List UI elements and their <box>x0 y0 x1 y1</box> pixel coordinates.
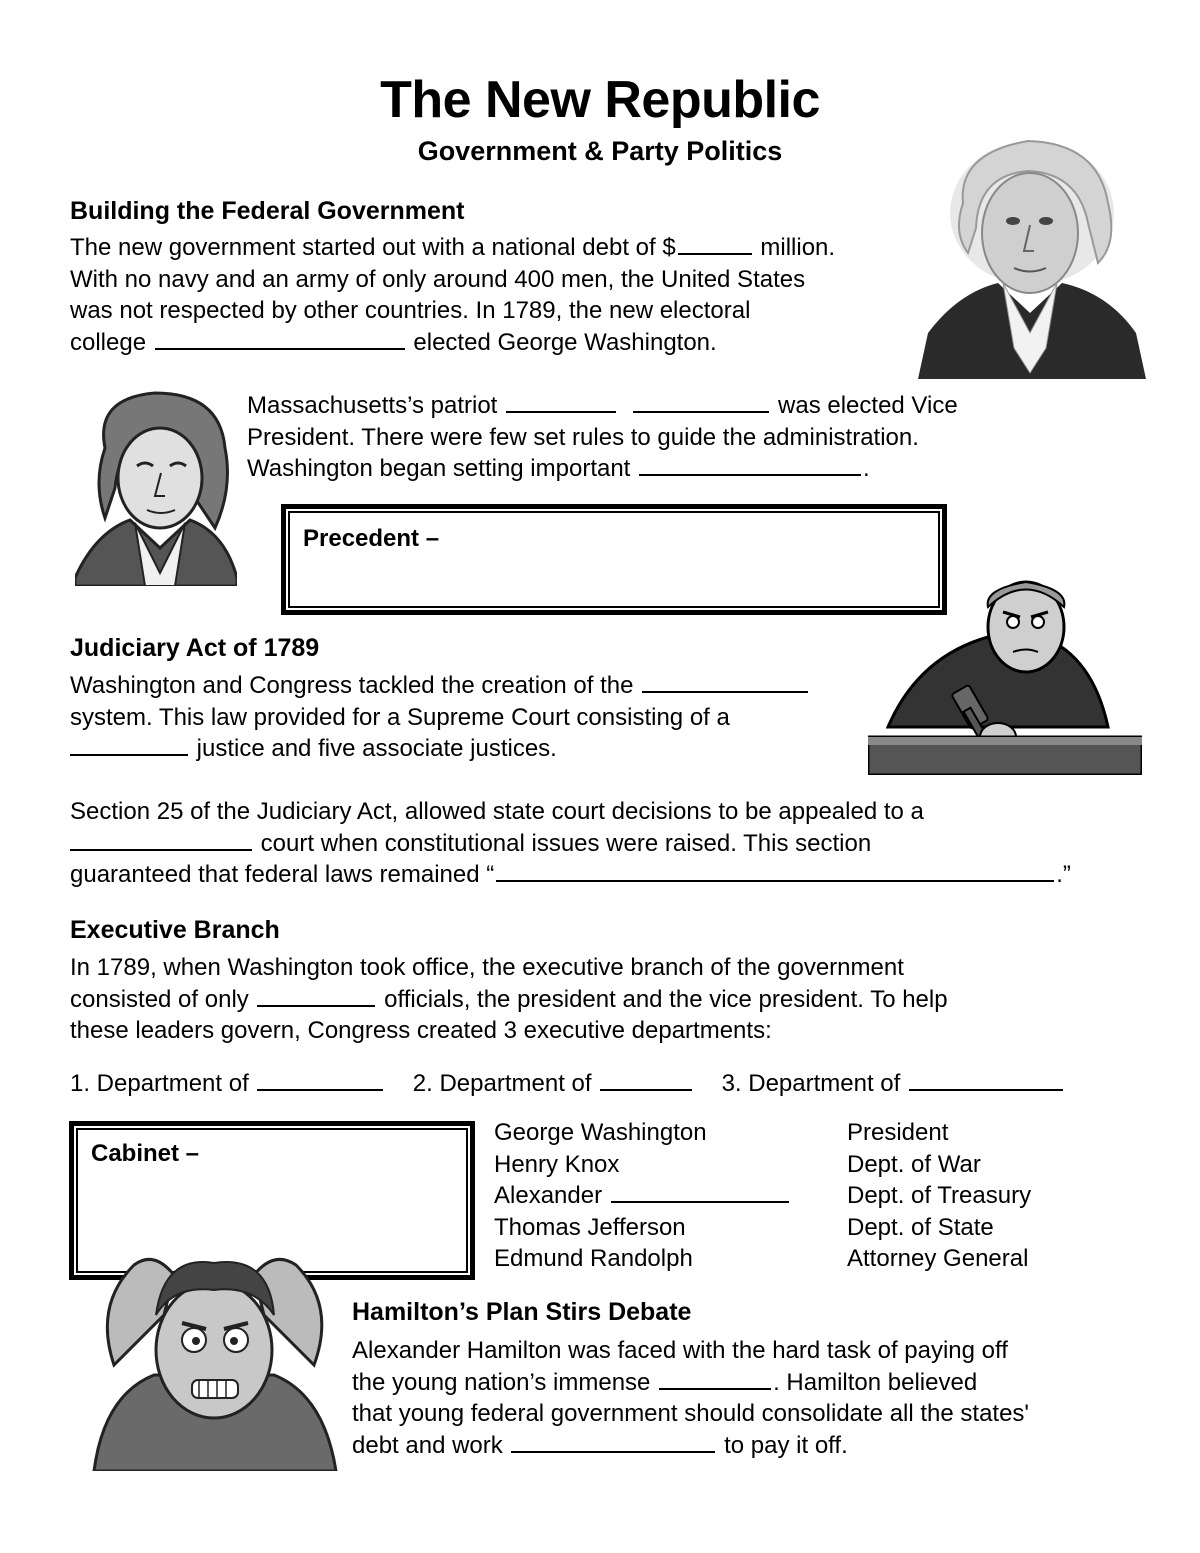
page-subtitle: Government & Party Politics <box>417 136 783 166</box>
stressed-man-pulling-hair <box>84 1245 346 1471</box>
page-title: The New Republic <box>380 71 820 129</box>
debt-amount-blank[interactable] <box>678 233 752 255</box>
cabinet-name: George Washington <box>494 1119 707 1146</box>
cabinet-label: Cabinet – <box>91 1140 200 1167</box>
vp-last-name-blank[interactable] <box>633 391 769 413</box>
vice-president-paragraph: Massachusetts’s patriot was elected Vice President. There were few set rules to guide the administration. Washington began setting important . <box>247 392 958 482</box>
section-heading-hamiltons-plan: Hamilton’s Plan Stirs Debate <box>352 1298 692 1326</box>
judge-with-gavel <box>868 577 1142 775</box>
chief-justice-blank[interactable] <box>70 734 188 756</box>
cabinet-member-names <box>494 1117 791 1275</box>
cabinet-role: President <box>847 1119 949 1146</box>
cabinet-role: Dept. of State <box>847 1213 994 1241</box>
section-heading-federal-government: Building the Federal Government <box>70 197 465 225</box>
precedents-blank[interactable] <box>639 454 861 476</box>
cabinet-name: Alexander <box>494 1180 791 1212</box>
federal-government-paragraph: The new government started out with a national debt of $ million. With no navy and an army of only around 400 men, the United States was not respected by other countries. In 1789, the new electoral college elected George Washington. <box>70 234 836 356</box>
department-3-blank[interactable] <box>909 1069 1063 1091</box>
officials-count-blank[interactable] <box>257 985 375 1007</box>
department-list <box>70 1068 1065 1100</box>
federal-court-system-blank[interactable] <box>642 671 808 693</box>
section-heading-judiciary-act: Judiciary Act of 1789 <box>70 634 320 662</box>
george-washington-portrait <box>918 133 1146 379</box>
hamilton-name-blank[interactable] <box>611 1181 789 1203</box>
cabinet-name: Henry Knox <box>494 1150 620 1178</box>
cabinet-role: Dept. of War <box>847 1150 981 1178</box>
section-25-paragraph: Section 25 of the Judiciary Act, allowed state court decisions to be appealed to a court when constitutional issues were raised. This section guaranteed that federal laws remained “ .” <box>70 798 1071 888</box>
cabinet-name: Edmund Randolph <box>494 1245 693 1272</box>
national-debt-blank[interactable] <box>659 1368 771 1390</box>
cabinet-role: Attorney General <box>847 1245 1029 1272</box>
cabinet-role: Dept. of Treasury <box>847 1182 1032 1209</box>
cabinet-name: Thomas Jefferson <box>494 1213 686 1241</box>
department-3: 3. Department of <box>722 1070 1065 1097</box>
cabinet-member-roles <box>847 1117 1031 1275</box>
department-1: 1. Department of <box>70 1070 385 1097</box>
section-heading-executive-branch: Executive Branch <box>70 916 280 944</box>
john-adams-portrait <box>75 388 237 586</box>
department-2-blank[interactable] <box>600 1069 692 1091</box>
judiciary-act-paragraph: Washington and Congress tackled the creation of the system. This law provided for a Supreme Court consisting of a justice and five associate justices. <box>70 670 810 765</box>
plan-blank[interactable] <box>511 1431 715 1453</box>
hamiltons-plan-paragraph: Alexander Hamilton was faced with the hard task of paying off the young nation’s immense . Hamilton believed that young federal government should consolidate all the states' debt and work to pay it off. <box>352 1337 1030 1459</box>
vp-first-name-blank[interactable] <box>506 391 616 413</box>
electoral-college-blank[interactable] <box>155 328 405 350</box>
federal-court-blank[interactable] <box>70 829 252 851</box>
precedent-definition-box[interactable] <box>281 504 947 615</box>
executive-branch-paragraph: In 1789, when Washington took office, the executive branch of the government consisted of only officials, the president and the vice president. To help these leaders govern, Congress created 3 executive departments: <box>70 954 948 1044</box>
department-1-blank[interactable] <box>257 1069 383 1091</box>
precedent-label: Precedent – <box>303 525 440 552</box>
department-2: 2. Department of <box>413 1070 694 1097</box>
supreme-law-blank[interactable] <box>496 860 1054 882</box>
